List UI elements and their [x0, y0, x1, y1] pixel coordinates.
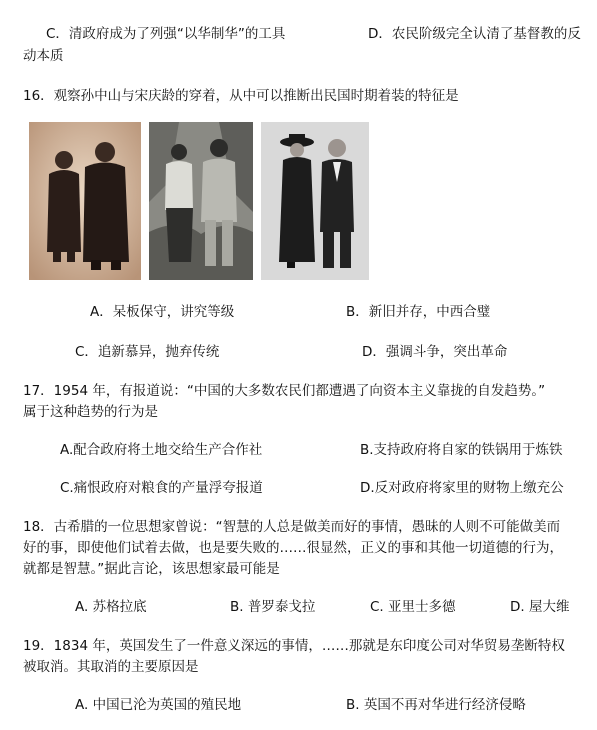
q17-stem-line1: 17．1954 年，有报道说：“中国的大多数农民们都遭遇了向资本主义靠拢的自发趋势。” [23, 383, 546, 399]
q17-option-c: C.痛恨政府对粮食的产量浮夸报道 [60, 480, 263, 496]
q18-option-d: D. 屋大维 [510, 599, 570, 615]
q18-stem-line3: 就都是智慧。”据此言论，该思想家最可能是 [23, 561, 280, 577]
q16-option-c: C．追新慕异，抛弃传统 [75, 344, 220, 360]
photo-couple-western [261, 122, 369, 280]
q17-option-d: D.反对政府将家里的财物上缴充公 [360, 480, 564, 496]
q16-option-d: D．强调斗争，突出革命 [362, 344, 508, 360]
q19-stem-line1: 19．1834 年，英国发生了一件意义深远的事情，……那就是东印度公司对华贸易垄断特权 [23, 638, 565, 654]
q15-option-d: D．农民阶级完全认清了基督教的反 [368, 26, 581, 42]
q18-option-b: B. 普罗泰戈拉 [230, 599, 316, 615]
q19-option-a: A. 中国已沦为英国的殖民地 [75, 697, 242, 713]
q18-option-a: A. 苏格拉底 [75, 599, 147, 615]
photo-couple-garden [149, 122, 253, 280]
q15-option-c: C．清政府成为了列强“以华制华”的工具 [46, 26, 286, 42]
photo-couple-sepia [29, 122, 141, 280]
q19-option-b: B. 英国不再对华进行经济侵略 [346, 697, 526, 713]
q18-stem-line2: 好的事，即使他们试着去做，也是要失败的……很显然，正义的事和其他一切道德的行为， [23, 540, 563, 556]
q17-stem-line2: 属于这种趋势的行为是 [23, 404, 158, 420]
q16-option-b: B．新旧并存，中西合璧 [346, 304, 491, 320]
q18-option-c: C. 亚里士多德 [370, 599, 456, 615]
q16-stem: 16．观察孙中山与宋庆龄的穿着，从中可以推断出民国时期着装的特征是 [23, 88, 459, 104]
q17-option-b: B.支持政府将自家的铁锅用于炼铁 [360, 442, 563, 458]
q18-stem-line1: 18．古希腊的一位思想家曾说：“智慧的人总是做美而好的事情，愚昧的人则不可能做美而 [23, 519, 561, 535]
q17-option-a: A.配合政府将土地交给生产合作社 [60, 442, 263, 458]
q16-option-a: A．呆板保守，讲究等级 [90, 304, 235, 320]
q19-stem-line2: 被取消。其取消的主要原因是 [23, 659, 199, 675]
q15-option-d-cont: 动本质 [23, 48, 64, 64]
